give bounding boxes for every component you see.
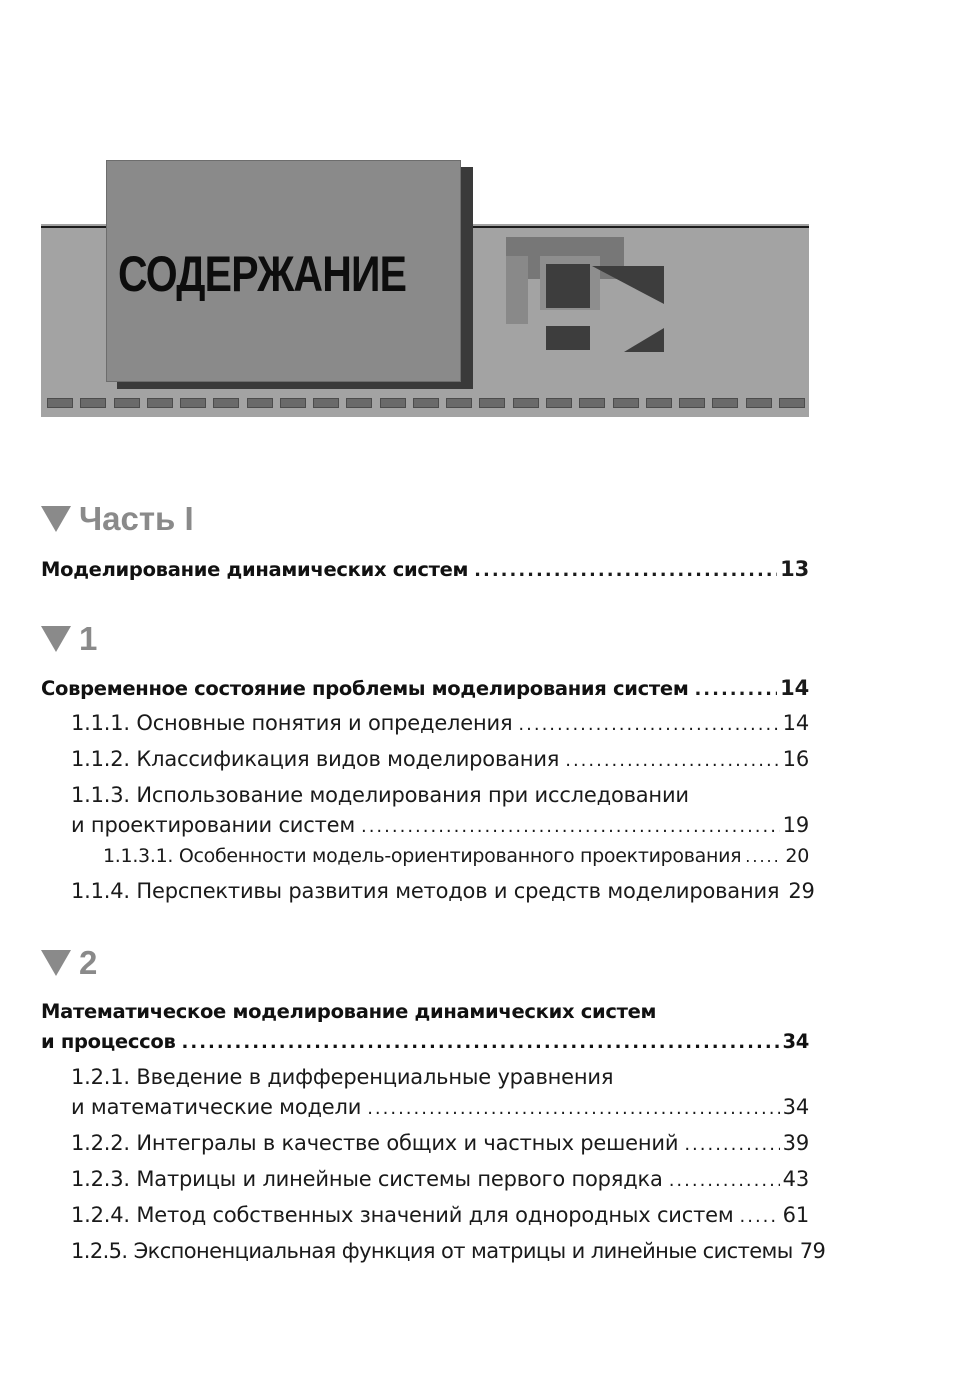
toc-entry-title: 1.1.3.1. Особенности модель-ориентированного проектирования <box>103 845 742 867</box>
toc-entry-title: 1.1.2. Классификация видов моделирования <box>71 747 560 771</box>
toc-entry-page: 34 <box>782 1030 809 1053</box>
dot-leader <box>367 1098 779 1119</box>
chapter-heading-label: 2 <box>79 944 98 981</box>
toc-entry[interactable] <box>71 747 809 771</box>
toc-entry-page: 20 <box>785 845 809 867</box>
toc-entry[interactable] <box>71 813 809 837</box>
dot-leader <box>565 750 779 771</box>
toc-entry-title-line: Математическое моделирование динамических систем <box>41 1000 657 1023</box>
toc-entry-title: 1.2.3. Матрицы и линейные системы первого порядка <box>71 1167 663 1191</box>
chapter-heading <box>41 944 97 982</box>
part-heading <box>41 500 194 538</box>
decor-block <box>546 264 590 308</box>
chapter-heading <box>41 620 97 658</box>
toc-entry[interactable] <box>71 1131 809 1155</box>
triangle-bullet-icon <box>41 950 71 976</box>
chapter-heading-label: 1 <box>79 620 98 657</box>
triangle-bullet-icon <box>41 506 71 532</box>
page-title: СОДЕРЖАНИЕ <box>118 246 407 302</box>
toc-entry-page: 61 <box>782 1203 809 1227</box>
toc-entry-title: 1.1.4. Перспективы развития методов и средств моделирования <box>71 879 780 903</box>
dot-leader <box>740 1206 780 1227</box>
toc-entry[interactable] <box>41 1030 809 1053</box>
dot-leader <box>694 679 777 700</box>
toc-entry-page: 14 <box>780 676 809 700</box>
decor-block <box>546 326 590 350</box>
toc-entry-title: 1.2.2. Интегралы в качестве общих и частных решений <box>71 1131 679 1155</box>
toc-entry[interactable] <box>71 1167 809 1191</box>
toc-entry[interactable] <box>41 676 809 700</box>
toc-entry-title-line: 1.1.3. Использование моделирования при исследовании <box>71 783 689 807</box>
toc-entry-title: и процессов <box>41 1030 176 1053</box>
toc-entry-title: Моделирование динамических систем <box>41 558 469 581</box>
toc-entry-title: 1.2.5. Экспоненциальная функция от матрицы и линейные системы <box>71 1239 793 1263</box>
dot-leader <box>745 847 782 866</box>
toc-entry-title: 1.1.1. Основные понятия и определения <box>71 711 513 735</box>
toc-entry-page: 39 <box>782 1131 809 1155</box>
toc-entry[interactable] <box>41 557 809 581</box>
toc-entry[interactable] <box>71 1203 809 1227</box>
toc-entry-page: 43 <box>782 1167 809 1191</box>
contents-banner <box>0 0 975 430</box>
toc-entry-page: 13 <box>780 557 809 581</box>
toc-entry[interactable] <box>71 1239 826 1263</box>
dot-leader <box>669 1170 780 1191</box>
dot-leader <box>518 714 779 735</box>
toc-entry-page: 14 <box>782 711 809 735</box>
toc-entry[interactable] <box>103 845 809 867</box>
toc-entry-title: и проектировании систем <box>71 813 355 837</box>
toc-entry-page: 79 <box>799 1239 826 1263</box>
part-heading-label: Часть I <box>79 500 194 537</box>
filmstrip-decoration <box>47 398 805 410</box>
toc-entry[interactable] <box>71 711 809 735</box>
toc-entry-page: 29 <box>788 879 815 903</box>
toc-entry-page: 16 <box>782 747 809 771</box>
decor-block <box>506 256 528 324</box>
toc-entry[interactable] <box>71 1095 809 1119</box>
dot-leader <box>474 560 777 581</box>
dot-leader <box>182 1032 780 1053</box>
toc-entry-page: 34 <box>782 1095 809 1119</box>
toc-entry[interactable] <box>71 879 815 903</box>
dot-leader <box>684 1134 779 1155</box>
toc-entry-title: Современное состояние проблемы моделирования систем <box>41 677 689 700</box>
triangle-bullet-icon <box>41 626 71 652</box>
toc-entry-title: 1.2.4. Метод собственных значений для однородных систем <box>71 1203 734 1227</box>
toc-entry-title: и математические модели <box>71 1095 362 1119</box>
toc-entry-title-line: 1.2.1. Введение в дифференциальные уравнения <box>71 1065 614 1089</box>
toc-entry-page: 19 <box>782 813 809 837</box>
dot-leader <box>361 816 780 837</box>
